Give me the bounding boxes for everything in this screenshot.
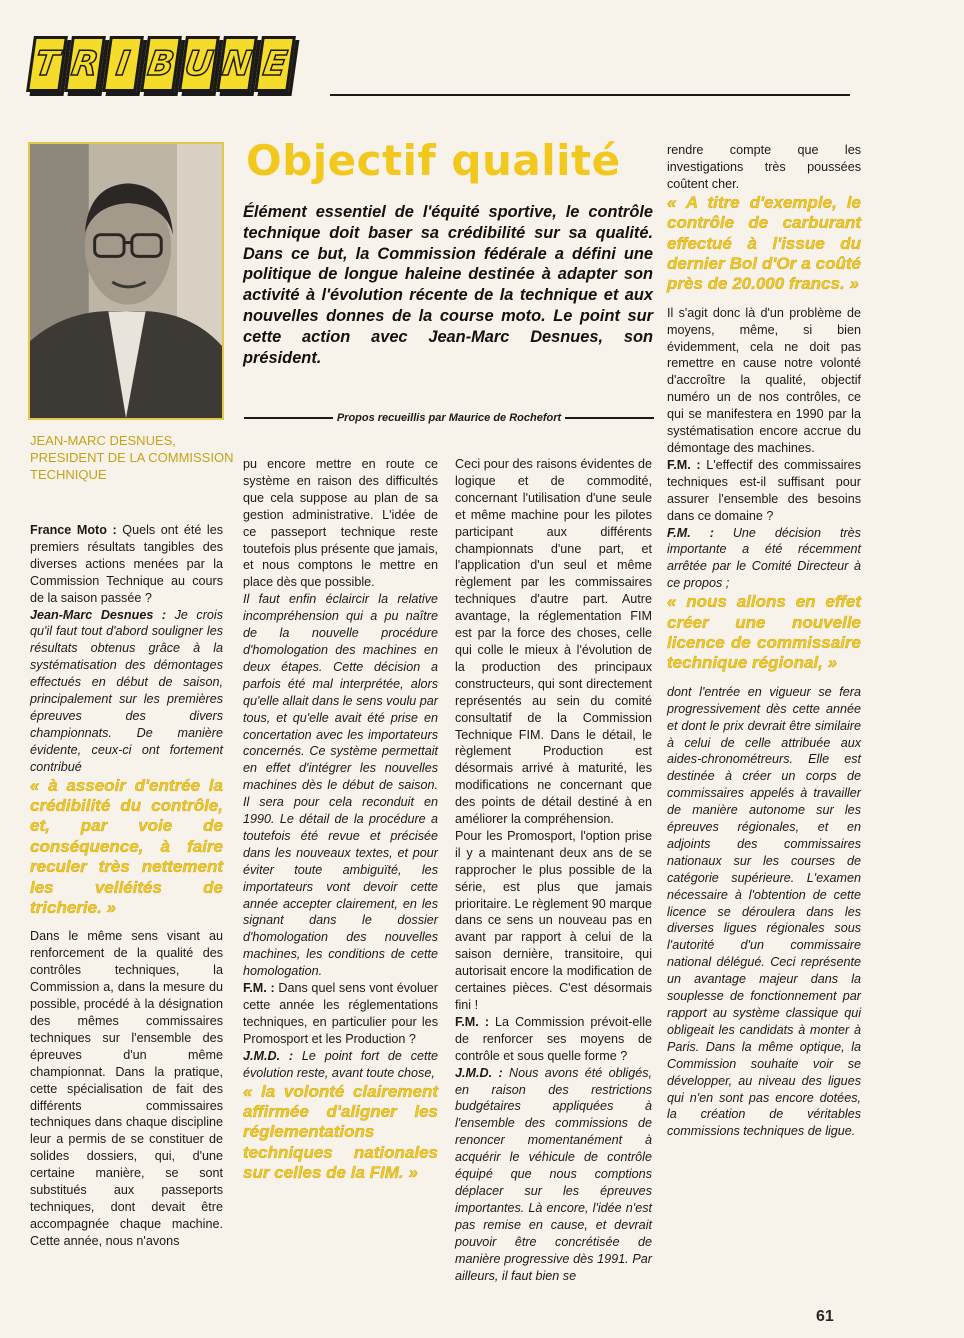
body-paragraph: Pour les Promosport, l'option prise il y a maintenant deux ans de se rapprocher le plus possible de la série, est plus que jamais prioritaire. Le règlement 90 marque dans ce sens un nouveau pas en avant par rapport à celui de la saison dernière, transitoire, qui autorisait encore la modification de certaines pièces. C'est désormais fini !: [455, 828, 652, 1012]
body-paragraph: rendre compte que les investigations très poussées coûtent cher.: [667, 143, 861, 191]
interviewee-label: J.M.D. :: [243, 1048, 294, 1063]
body-paragraph: Il s'agit donc là d'un problème de moyens, même, si bien évidemment, cela ne doit pas remettre en cause notre volonté d'accroître la qualité, objectif numéro un de nos contrôles, ce qui se manifestera en 1990 par la systématisation encore accrue du démontage des machines.: [667, 305, 861, 455]
column-2: [243, 456, 438, 1194]
interviewee-label: Jean-Marc Desnues :: [30, 607, 167, 622]
byline-row: [244, 412, 654, 424]
pull-quote: « A titre d'exemple, le contrôle de carburant effectué à l'issue du dernier Bol d'Or a coûté près de 20.000 francs. »: [667, 192, 861, 294]
tribune-letter: N: [216, 36, 258, 92]
byline: Propos recueillis par Maurice de Rochefort: [336, 412, 562, 424]
answer-paragraph: [455, 1065, 652, 1285]
body-paragraph: Il faut enfin éclaircir la relative incompréhension qui a pu naître de la nouvelle procédure d'homologation des machines en deux étapes. Cette décision a parfois été mal interprétée, alors qu'elle allait dans le sens voulu par tous, et qu'elle avait été prise en concertation avec les importateurs concernés. Ce système permettait en effet d'intégrer les nouvelles machines dès le début de saison. Il sera pour cela reconduit en 1990. Le détail de la procédure a toutefois été revue et précisée dans les nouveaux textes, et pour éviter toute ambiguïté, les importateurs vont devoir cette année accepter clairement, en les signant dans le dossier d'homologation des nouvelles machines, les conditions de cette homologation.: [243, 592, 438, 979]
interviewer-label: F.M. :: [243, 981, 275, 996]
page-number: 61: [816, 1308, 834, 1325]
body-paragraph: pu encore mettre en route ce système en raison des difficultés que cela suppose au plan de sa gestion administrative. L'idée de ce passeport technique reste toutefois plus présente que jamais, et nous comptons le mettre en place dès que possible.: [243, 457, 438, 590]
article-title: Objectif qualité: [246, 136, 621, 185]
body-paragraph: Ceci pour des raisons évidentes de logique et de commodité, concernant l'utilisation d'une seule et même machine pour les pilotes participant aux différents championnats d'une part, et l'application d'un seul et même règlement par les commissaires techniques d'autre part. Autre avantage, la réglementation FIM est par la force des choses, celle qui colle le mieux à l'évolution de la production des principaux constructeurs, qui sont directement représentés au sein du comité consultatif de la Commission Technique FIM. Dans le détail, le règlement Production est désormais arrivé à maturité, les modifications ne concernant que des points de détail destiné à en améliorer la compréhension.: [455, 457, 652, 827]
tribune-letter: I: [102, 36, 144, 92]
question-text: Quels ont été les premiers résultats tangibles des diverses actions menées par la Commission Technique au cours de la saison passée ?: [30, 523, 223, 605]
interviewer-label: F.M. :: [667, 525, 714, 540]
column-1: [30, 522, 223, 1250]
tribune-letter: U: [178, 36, 220, 92]
question-paragraph: [243, 980, 438, 1048]
tribune-letter: T: [26, 36, 68, 92]
body-paragraph: dont l'entrée en vigueur se fera progressivement dès cette année et dont le prix devrait être similaire à celui de celle attribuée aux aides-chronométreurs. Elle est destinée à créer un corps de commissaires appelés à travailler de manière autonome sur les épreuves régionales, et en adjoints des commissaires nationaux sur les courses de catégorie supérieure. L'examen nécessaire à l'obtention de cette licence se déroulera dans les diverses ligues régionales sous l'autorité d'un commissaire national délégué. Ceci représente un avantage majeur dans la souplesse de fonctionnement par rapport au système classique qui obligeait les candidats à monter à Paris. Dans la même optique, la Commission souhaite voir se développer, au niveau des ligues qui n'en sont pas encore dotées, la création de véritables commissions techniques de ligue.: [667, 684, 861, 1139]
answer-text: Nous avons été obligés, en raison des restrictions budgétaires appliquées à l'ensemble des commissions de renoncer momentanément à acquérir le véhicule de contrôle équipé que nous comptions déplacer sur les épreuves importantes. Là encore, l'idée n'est pas remise en cause, et devrait pouvoir être concrétisée de manière progressive dès 1991. Par ailleurs, il faut bien se: [455, 1065, 652, 1283]
interviewer-label: F.M. :: [455, 1014, 490, 1029]
tribune-header: [30, 36, 292, 92]
question-text: Dans quel sens vont évoluer cette année les réglementations techniques, en particulier pour les Promosport et les Production ?: [243, 981, 438, 1046]
question-text: L'effectif des commissaires techniques est-il suffisant pour assurer l'ensemble des besoins dans ce domaine ?: [667, 457, 861, 523]
question-paragraph: [455, 1014, 652, 1065]
answer-paragraph: [243, 1048, 438, 1082]
pull-quote: « la volonté clairement affirmée d'aligner les réglementations techniques nationales sur celles de la FIM. »: [243, 1081, 438, 1183]
tribune-letter: B: [140, 36, 182, 92]
body-paragraph: Dans le même sens visant au renforcement de la qualité des contrôles techniques, la Commission a, dans la mesure du possible, procédé à la désignation des mêmes commissaires techniques sur l'ensemble des épreuves d'un même championnat. Dans la pratique, cette spécialisation de fait des différents commissaires techniques dans chaque discipline leur a permis de se constituer de solides dossiers, qui, d'une certaine manière, se sont substitués aux passeports techniques, dont devait être accompagnée chaque machine. Cette année, nous n'avons: [30, 929, 223, 1248]
byline-rule-right: [565, 417, 654, 419]
photo-caption: JEAN-MARC DESNUES, PRESIDENT DE LA COMMISSION TECHNIQUE: [30, 433, 234, 482]
question-text: La Commission prévoit-elle de renforcer ses moyens de contrôle et sous quelle forme ?: [455, 1014, 652, 1063]
column-4: [667, 142, 861, 1140]
interviewer-label: France Moto :: [30, 523, 117, 537]
tribune-letter: E: [254, 36, 296, 92]
question-paragraph: [30, 522, 223, 607]
answer-text: Je crois qu'il faut tout d'abord souligner les résultats obtenus grâce à la systématisation des démontages effectués en début de saison, principalement sur les premières épreuves des divers championnats. De manière évidente, ceux-ci ont fortement contribué: [30, 607, 223, 774]
byline-rule-left: [244, 417, 333, 419]
pull-quote: « nous allons en effet créer une nouvelle licence de commissaire technique régional, »: [667, 592, 861, 673]
tribune-letter: R: [64, 36, 106, 92]
answer-text: Le point fort de cette évolution reste, avant toute chose,: [243, 1048, 439, 1080]
article-intro: Élément essentiel de l'équité sportive, le contrôle technique doit baser sa crédibilité sur sa qualité. Dans ce but, la Commission fédérale a défini une politique de longue haleine destinée à adapter son activité à l'évolution récente de la technique et aux nouvelles donnes de la course moto. Le point sur cette action avec Jean-Marc Desnues, son président.: [243, 203, 653, 367]
question-paragraph: [667, 525, 861, 593]
interviewer-label: F.M. :: [667, 457, 701, 472]
portrait-photo: [28, 142, 224, 420]
interviewee-label: J.M.D. :: [455, 1065, 503, 1080]
header-rule: [330, 94, 850, 96]
column-3: [455, 456, 652, 1284]
question-paragraph: [667, 457, 861, 525]
answer-paragraph: [30, 607, 223, 776]
portrait-illustration: [30, 144, 222, 418]
question-text: Une décision très importante a été récemment arrêtée par le Comité Directeur à ce propos ;: [667, 525, 861, 591]
pull-quote: « à asseoir d'entrée la crédibilité du contrôle, et, par voie de conséquence, à faire reculer très nettement les velléités de tricherie. »: [30, 775, 223, 918]
